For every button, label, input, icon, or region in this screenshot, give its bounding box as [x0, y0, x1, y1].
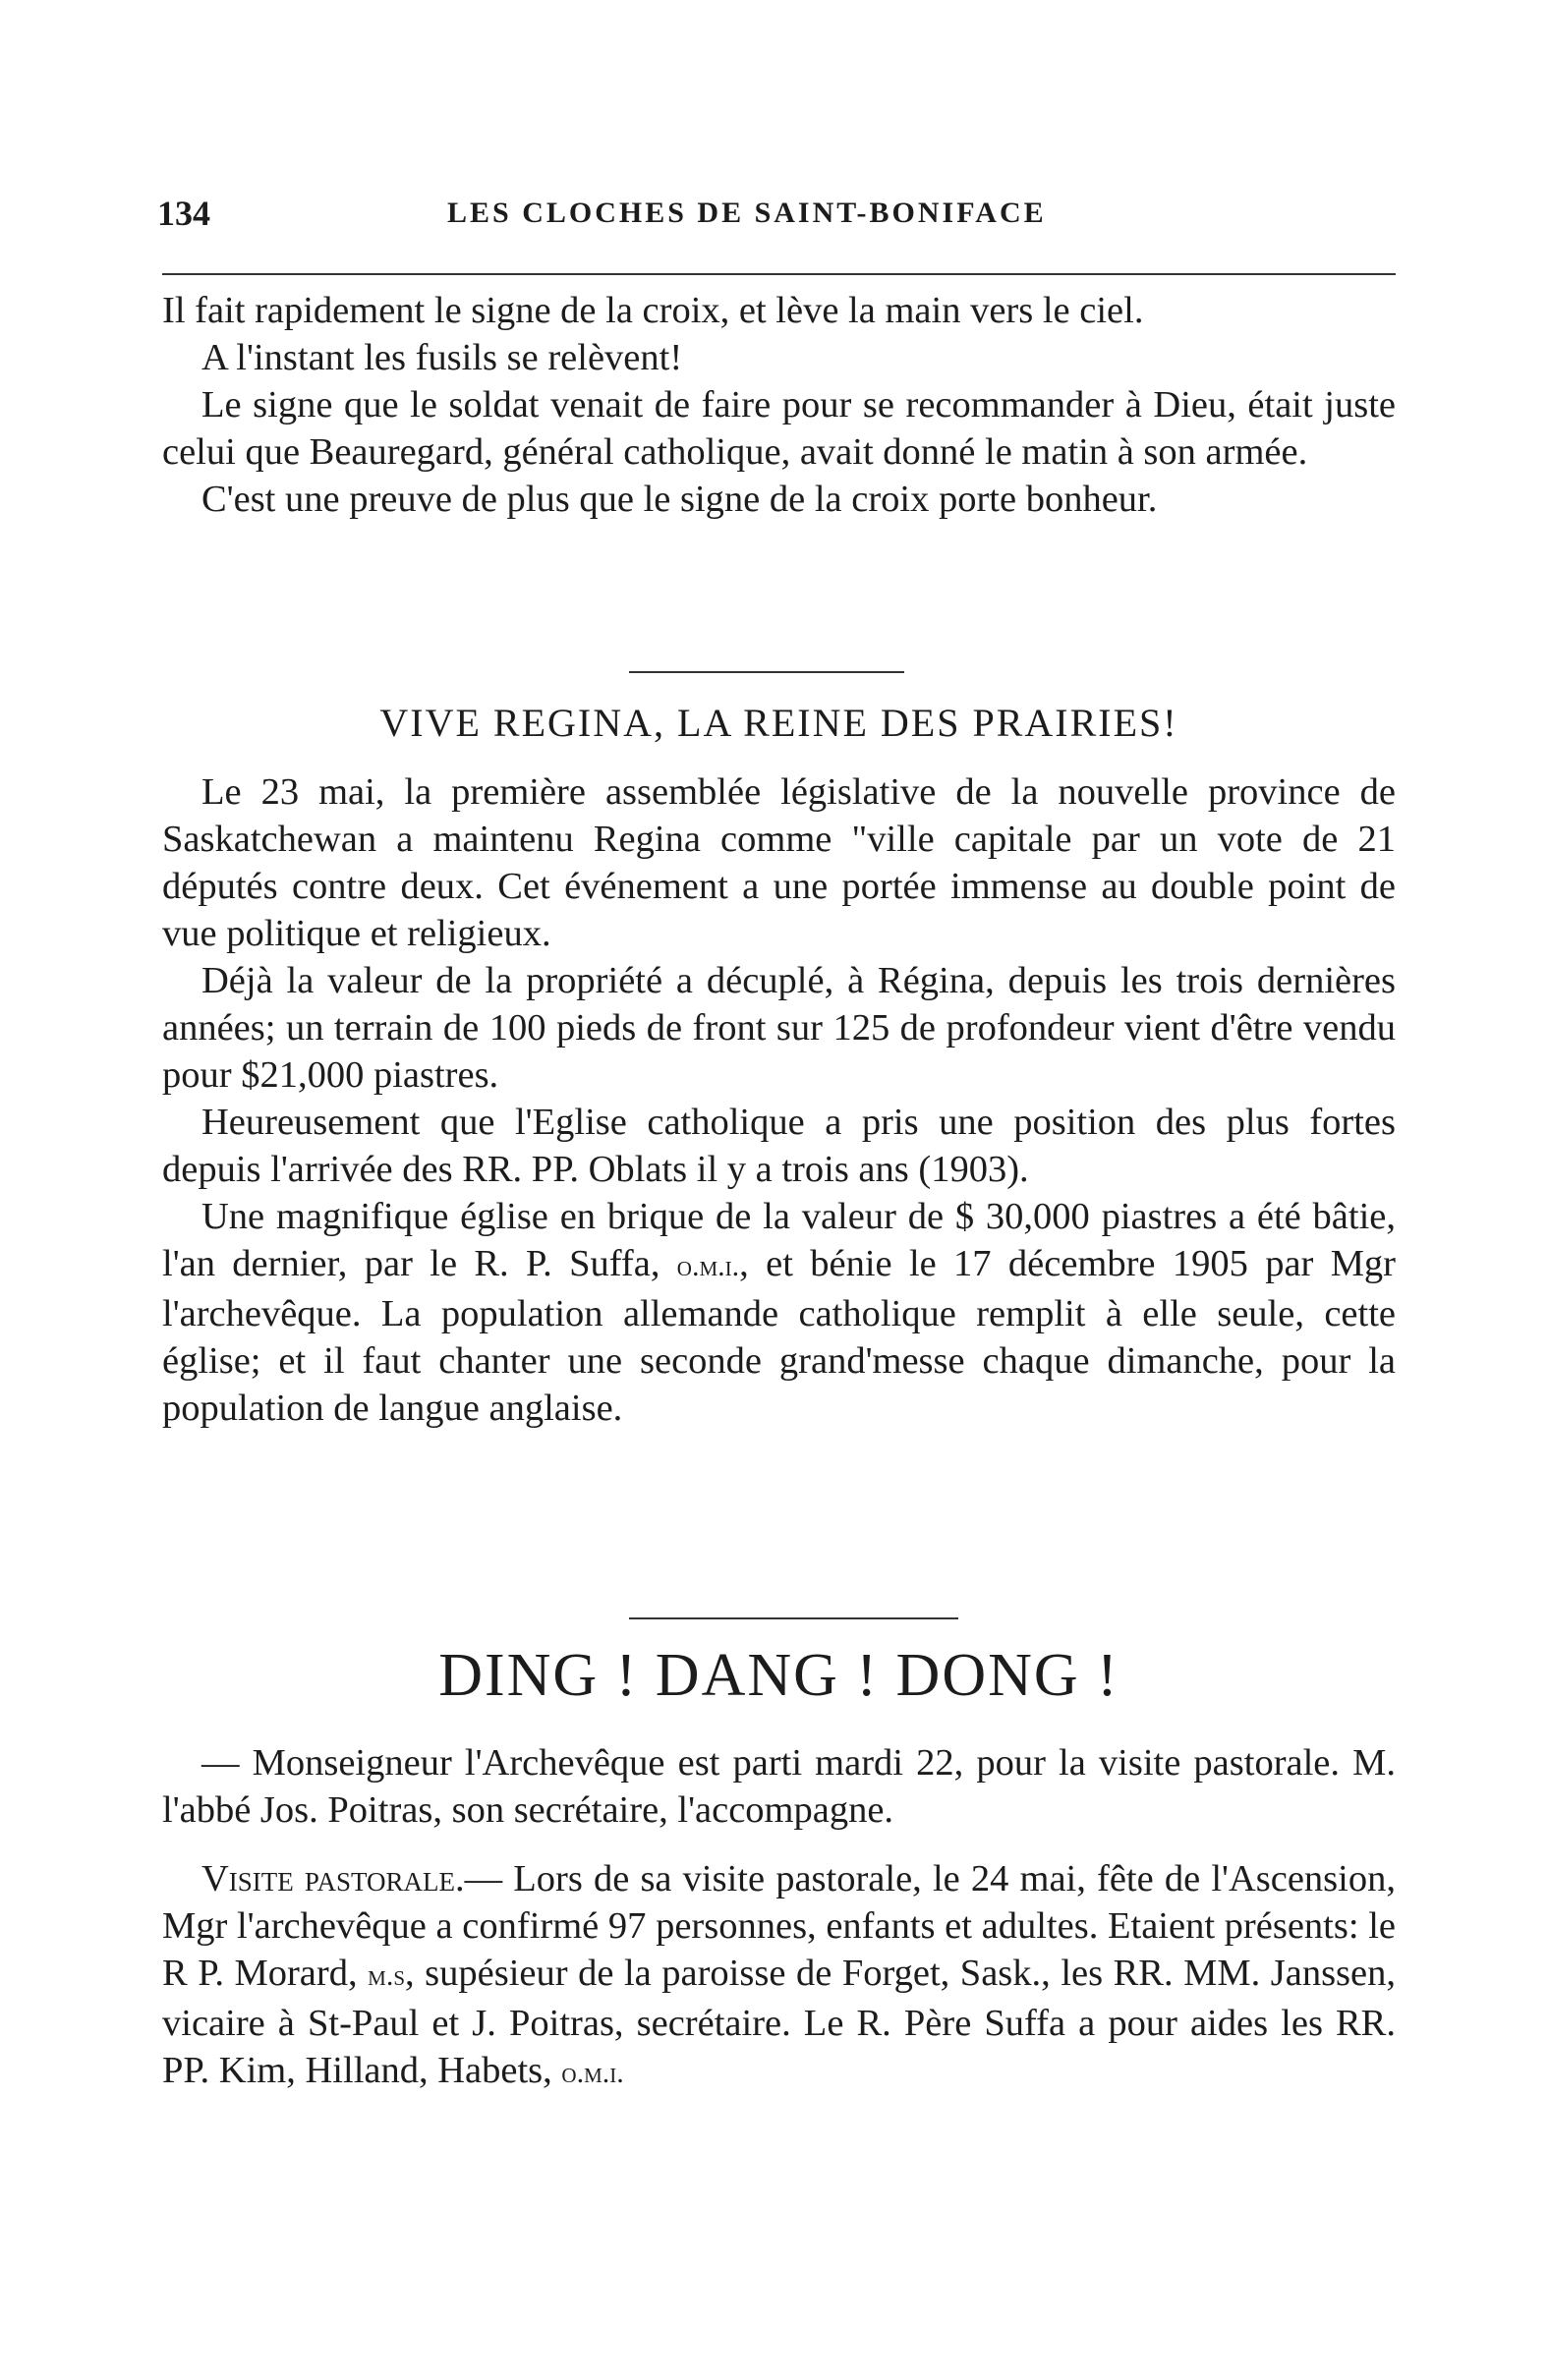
- paragraph: [162, 1855, 1396, 2097]
- run-in-heading: Visite pastorale.: [201, 1858, 465, 1899]
- text-run: Une magnifique église en brique de la valeur de $ 30,000 piastres a été bâtie, l'an dernier, par le R. P. Suffa,: [162, 1196, 1396, 1284]
- section-heading-regina: VIVE REGINA, LA REINE DES PRAIRIES!: [379, 701, 1178, 745]
- paragraph: A l'instant les fusils se relèvent!: [201, 337, 683, 378]
- paragraph: C'est une preuve de plus que le signe de la croix porte bonheur.: [201, 479, 1158, 520]
- paragraph: Déjà la valeur de la propriété a décuplé, à Régina, depuis les trois dernières années; un terrain de 100 pieds de front sur 125 de profondeur vient d'être vendu pour $21,000 piastres.: [162, 960, 1396, 1096]
- text-run: , et bénie le 17 décembre 1905 par Mgr l'archevêque. La population allemande catholique remplit à elle seule, cette église; et il faut chanter une seconde grand'messe chaque dimanche, pour la population de langue anglaise.: [162, 1243, 1396, 1429]
- paragraph: Il fait rapidement le signe de la croix, et lève la main vers le ciel.: [162, 290, 1144, 331]
- paragraph: Heureusement que l'Eglise catholique a pris une position des plus fortes depuis l'arrivée des RR. PP. Oblats il y a trois ans (1903).: [162, 1102, 1396, 1190]
- paragraph: [162, 1193, 1396, 1432]
- paragraph: Le signe que le soldat venait de faire pour se recommander à Dieu, était juste celui que Beauregard, général catholique, avait donné le matin à son armée.: [162, 384, 1396, 473]
- abbreviation-ms: m.s: [368, 1959, 405, 1992]
- section-divider: [629, 671, 904, 673]
- page-number: 134: [157, 194, 210, 233]
- section-ding-dang-dong: [162, 1739, 1396, 2097]
- paragraph: Le 23 mai, la première assemblée législative de la nouvelle province de Saskatchewan a maintenu Regina comme "ville capitale par un vote de 21 députés contre deux. Cet événement a une portée immense au double point de vue politique et religieux.: [162, 771, 1396, 954]
- page-header: [157, 193, 1406, 242]
- section-signe-de-croix: [162, 287, 1396, 523]
- text-run: , supésieur de la paroisse de Forget, Sask., les RR. MM. Janssen, vicaire à St-Paul et J. Poitras, secrétaire. Le R. Père Suffa a pour aides les RR. PP. Kim, Hilland, Habets,: [162, 1953, 1396, 2091]
- abbreviation-omi: o.m.i.: [676, 1250, 740, 1282]
- section-heading-ding-dang-dong: DING ! DANG ! DONG !: [438, 1642, 1119, 1709]
- header-rule: [162, 273, 1396, 275]
- text-run: — Lors de sa visite pastorale, le 24 mai, fête de l'Ascension, Mgr l'archevêque a confirmé 97 personnes, enfants et adultes. Etaient présents: le R P. Morard,: [162, 1858, 1396, 1994]
- abbreviation-omi: o.m.i.: [561, 2057, 624, 2089]
- running-title: LES CLOCHES DE SAINT-BONIFACE: [447, 197, 1047, 229]
- section-divider: [629, 1617, 958, 1619]
- paragraph: — Monseigneur l'Archevêque est parti mardi 22, pour la visite pastorale. M. l'abbé Jos. Poitras, son secrétaire, l'accompagne.: [162, 1742, 1396, 1831]
- section-regina: [162, 768, 1396, 1432]
